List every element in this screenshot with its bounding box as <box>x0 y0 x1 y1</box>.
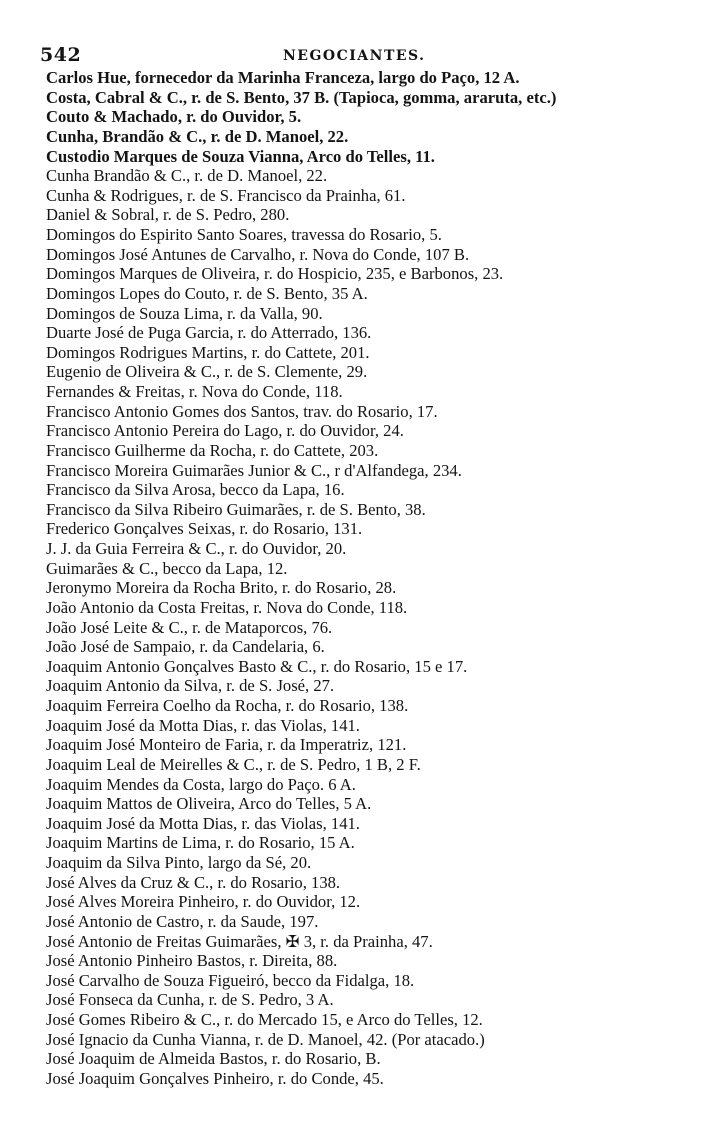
list-item: Joaquim Martins de Lima, r. do Rosario, 15 A. <box>46 833 355 853</box>
list-item: Carlos Hue, fornecedor da Marinha Franceza, largo do Paço, 12 A. <box>46 68 520 87</box>
page-number: 542 <box>40 44 82 66</box>
list-item: Francisco da Silva Arosa, becco da Lapa, 16. <box>46 480 345 500</box>
list-item: Duarte José de Puga Garcia, r. do Atterrado, 136. <box>46 323 372 343</box>
list-item: J. J. da Guia Ferreira & C., r. do Ouvidor, 20. <box>46 539 347 558</box>
list-item: Joaquim Mendes da Costa, largo do Paço. 6 A. <box>46 774 356 794</box>
list-item: Couto & Machado, r. do Ouvidor, 5. <box>46 107 302 127</box>
list-item: Cunha & Rodrigues, r. de S. Francisco da Prainha, 61. <box>46 185 406 205</box>
merchant-list <box>46 68 706 1089</box>
list-item: José Fonseca da Cunha, r. de S. Pedro, 3 A. <box>46 990 334 1010</box>
list-item: José Carvalho de Souza Figueiró, becco da Fidalga, 18. <box>46 970 415 990</box>
list-item: Daniel & Sobral, r. de S. Pedro, 280. <box>46 205 290 225</box>
list-item: Guimarães & C., becco da Lapa, 12. <box>46 558 288 578</box>
list-item: Joaquim Mattos de Oliveira, Arco do Telles, 5 A. <box>46 794 372 814</box>
list-item: Cunha, Brandão & C., r. de D. Manoel, 22. <box>46 126 349 146</box>
list-item: Joaquim da Silva Pinto, largo da Sé, 20. <box>46 853 312 872</box>
list-item: Joaquim Antonio da Silva, r. de S. José, 27. <box>46 676 335 696</box>
list-item: Costa, Cabral & C., r. de S. Bento, 37 B. (Tapioca, gomma, araruta, etc.) <box>46 87 557 107</box>
list-item: Joaquim Antonio Gonçalves Basto & C., r. do Rosario, 15 e 17. <box>46 656 468 676</box>
list-item: José Gomes Ribeiro & C., r. do Mercado 15, e Arco do Telles, 12. <box>46 1010 483 1029</box>
list-item: José Antonio de Freitas Guimarães, ✠ 3, r. da Prainha, 47. <box>46 931 433 951</box>
list-item: João José Leite & C., r. de Mataporcos, 76. <box>46 617 333 637</box>
list-item: Cunha Brandão & C., r. de D. Manoel, 22. <box>46 166 328 186</box>
list-item: João Antonio da Costa Freitas, r. Nova do Conde, 118. <box>46 597 408 617</box>
list-item: Domingos de Souza Lima, r. da Valla, 90. <box>46 303 323 323</box>
list-item: Joaquim Ferreira Coelho da Rocha, r. do Rosario, 138. <box>46 696 409 715</box>
list-item: Frederico Gonçalves Seixas, r. do Rosario, 131. <box>46 519 363 539</box>
list-item: José Antonio Pinheiro Bastos, r. Direita, 88. <box>46 951 338 971</box>
list-item: Francisco Antonio Gomes dos Santos, trav. do Rosario, 17. <box>46 401 438 421</box>
list-item: José Joaquim Gonçalves Pinheiro, r. do Conde, 45. <box>46 1068 384 1088</box>
list-item: João José de Sampaio, r. da Candelaria, 6. <box>46 637 325 657</box>
list-item: Joaquim Leal de Meirelles & C., r. de S. Pedro, 1 B, 2 F. <box>46 754 421 774</box>
list-item: Francisco da Silva Ribeiro Guimarães, r. de S. Bento, 38. <box>46 499 426 519</box>
list-item: Domingos Lopes do Couto, r. de S. Bento, 35 A. <box>46 283 368 303</box>
list-item: Domingos do Espirito Santo Soares, travessa do Rosario, 5. <box>46 225 442 244</box>
list-item: Fernandes & Freitas, r. Nova do Conde, 118. <box>46 382 343 401</box>
list-item: Domingos Rodrigues Martins, r. do Cattete, 201. <box>46 342 370 362</box>
list-item: Custodio Marques de Souza Vianna, Arco do Telles, 11. <box>46 146 435 166</box>
list-item: José Joaquim de Almeida Bastos, r. do Rosario, B. <box>46 1049 381 1069</box>
list-item: Joaquim José Monteiro de Faria, r. da Imperatriz, 121. <box>46 735 407 755</box>
list-item: Francisco Guilherme da Rocha, r. do Cattete, 203. <box>46 440 379 460</box>
list-item: Joaquim José da Motta Dias, r. das Violas, 141. <box>46 715 360 735</box>
list-item: Francisco Moreira Guimarães Junior & C., r d'Alfandega, 234. <box>46 460 462 480</box>
list-item: Domingos Marques de Oliveira, r. do Hospicio, 235, e Barbonos, 23. <box>46 264 504 284</box>
list-item: Eugenio de Oliveira & C., r. de S. Clemente, 29. <box>46 362 368 382</box>
running-head: NEGOCIANTES. <box>283 48 426 64</box>
list-item: Joaquim José da Motta Dias, r. das Violas, 141. <box>46 813 360 833</box>
list-item: José Alves da Cruz & C., r. do Rosario, 138. <box>46 872 341 892</box>
list-item: Francisco Antonio Pereira do Lago, r. do Ouvidor, 24. <box>46 421 404 441</box>
list-item: José Antonio de Castro, r. da Saude, 197. <box>46 911 319 931</box>
list-item: Domingos José Antunes de Carvalho, r. Nova do Conde, 107 B. <box>46 244 470 264</box>
list-item: Jeronymo Moreira da Rocha Brito, r. do Rosario, 28. <box>46 578 397 598</box>
list-item: José Ignacio da Cunha Vianna, r. de D. Manoel, 42. (Por atacado.) <box>46 1029 485 1049</box>
list-item: José Alves Moreira Pinheiro, r. do Ouvidor, 12. <box>46 892 361 912</box>
